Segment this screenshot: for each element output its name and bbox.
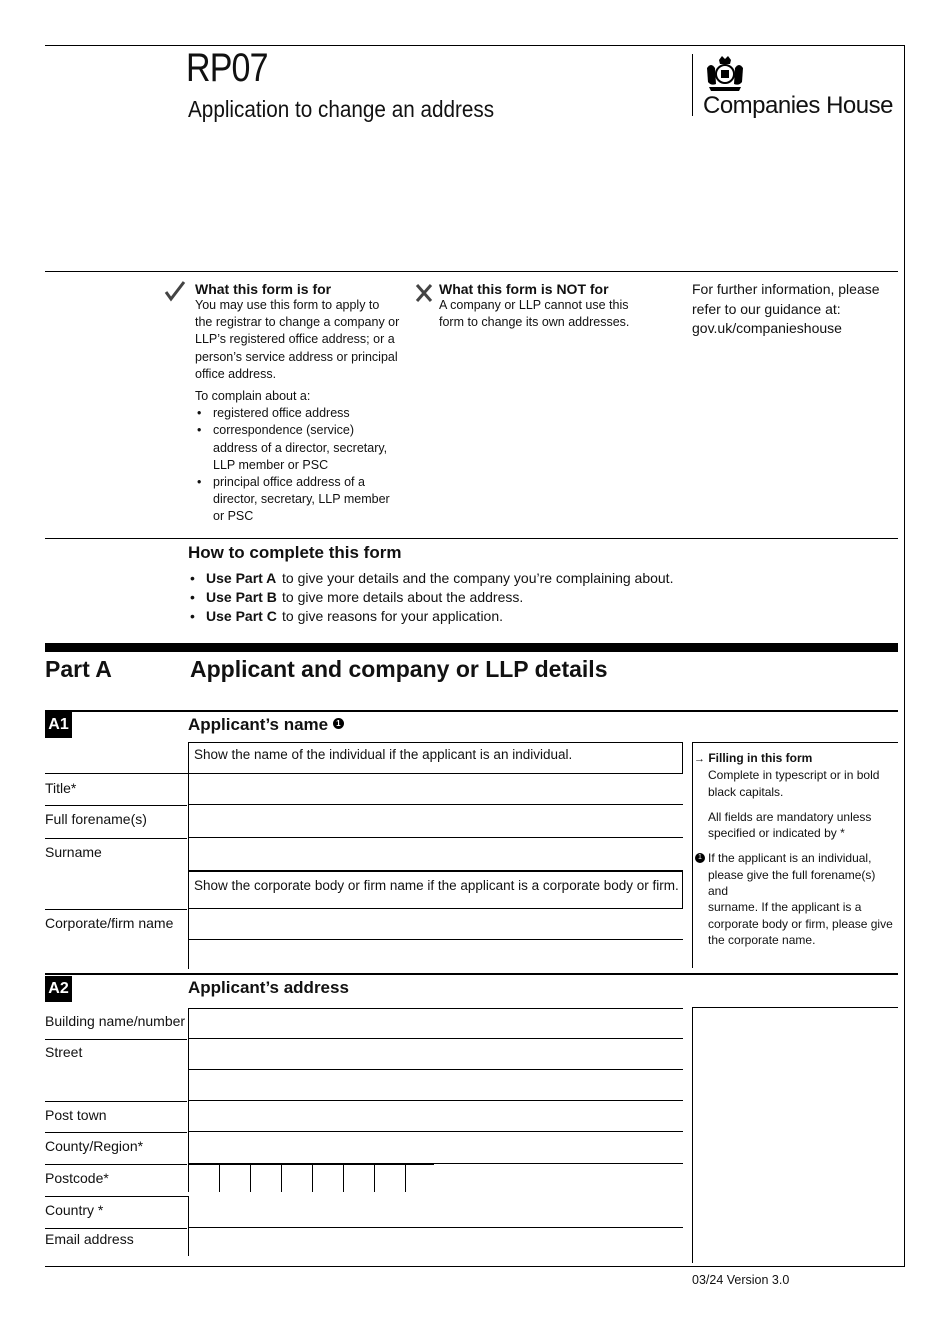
sidebar-a2-divider <box>692 1007 693 1263</box>
list-item <box>188 588 788 607</box>
postcode-field[interactable] <box>188 1164 434 1192</box>
title-field[interactable] <box>188 774 683 805</box>
check-icon <box>164 280 186 302</box>
street-field-line2[interactable] <box>188 1070 683 1101</box>
a1-title <box>188 715 344 735</box>
header-rule <box>45 271 898 272</box>
list-item <box>188 607 788 626</box>
forenames-label: Full forename(s) <box>45 811 147 827</box>
not-for-title: What this form is NOT for <box>439 281 609 297</box>
postcode-cell[interactable] <box>374 1164 405 1192</box>
part-text: to give reasons for your application. <box>282 608 504 624</box>
country-field[interactable] <box>188 1196 683 1228</box>
what-for-title: What this form is for <box>195 281 332 297</box>
sidebar-heading <box>694 750 894 767</box>
postcode-cell[interactable] <box>312 1164 343 1192</box>
list-item: • correspondence (service) address of a director, secretary, LLP member or PSC <box>195 422 400 474</box>
surname-label: Surname <box>45 844 102 860</box>
postcode-cell[interactable] <box>343 1164 374 1192</box>
row-rule <box>45 838 187 839</box>
top-border <box>45 45 905 46</box>
not-for-section <box>439 281 639 331</box>
arrow-icon: → <box>694 753 705 765</box>
version-label: 03/24 Version 3.0 <box>692 1273 790 1287</box>
a1-rule <box>45 710 898 712</box>
sidebar-a2-rule <box>692 1007 898 1008</box>
list-item: • registered office address <box>195 405 400 422</box>
part-text: to give your details and the company you’re complaining about. <box>282 570 674 586</box>
part-a-title: Applicant and company or LLP details <box>190 656 608 682</box>
a2-badge: A2 <box>45 976 72 1002</box>
postcode-cell[interactable] <box>219 1164 250 1192</box>
row-rule <box>45 805 187 806</box>
cross-icon <box>415 283 433 303</box>
a2-title: Applicant’s address <box>188 978 349 997</box>
info-icon: 1 <box>695 853 705 863</box>
row-rule <box>45 1039 187 1040</box>
logo-text: Companies House <box>703 92 893 119</box>
part-a-label: Part A <box>45 656 112 682</box>
county-field[interactable] <box>188 1132 683 1164</box>
title-label: Title* <box>45 780 77 796</box>
sidebar-title: Filling in this form <box>708 751 813 765</box>
note-individual: Show the name of the individual if the applicant is an individual. <box>188 742 683 774</box>
county-label: County/Region* <box>45 1138 144 1154</box>
building-label: Building name/number <box>45 1013 186 1029</box>
right-border <box>904 45 905 1266</box>
sidebar-notes <box>694 750 894 948</box>
corporate-field-line2[interactable] <box>188 940 683 969</box>
row-rule <box>45 1228 187 1229</box>
postcode-label: Postcode* <box>45 1170 109 1186</box>
country-label: Country * <box>45 1202 104 1218</box>
corporate-label: Corporate/firm name <box>45 915 174 931</box>
row-rule <box>45 909 187 910</box>
postcode-cell[interactable] <box>405 1164 434 1192</box>
sidebar-divider <box>692 742 693 968</box>
what-for-section <box>195 281 400 526</box>
forenames-field[interactable] <box>188 805 683 838</box>
post-town-field[interactable] <box>188 1101 683 1132</box>
how-to-list <box>188 569 788 626</box>
sidebar-info <box>694 850 894 948</box>
not-for-body: A company or LLP cannot use this form to change its own addresses. <box>439 298 630 330</box>
postcode-cell[interactable] <box>188 1164 219 1192</box>
email-label: Email address <box>45 1231 134 1247</box>
note-corporate: Show the corporate body or firm name if the applicant is a corporate body or firm. <box>188 871 683 909</box>
part-text: to give more details about the address. <box>282 589 524 605</box>
row-rule <box>45 1164 187 1165</box>
part-label: Use Part C <box>206 608 277 624</box>
sidebar-line1: Complete in typescript or in bold black capitals. <box>708 768 880 799</box>
part-label: Use Part A <box>206 570 277 586</box>
corporate-field[interactable] <box>188 909 683 940</box>
building-field[interactable] <box>188 1008 683 1039</box>
info-icon: 1 <box>333 718 344 729</box>
sidebar-line4: surname. If the applicant is a corporate body or firm, please give the corporate name. <box>708 900 893 947</box>
list-item: • principal office address of a director, secretary, LLP member or PSC <box>195 474 400 526</box>
email-field[interactable] <box>188 1228 683 1256</box>
postcode-cell[interactable] <box>250 1164 281 1192</box>
bottom-border <box>45 1266 905 1267</box>
complain-list <box>195 405 400 525</box>
street-label: Street <box>45 1044 83 1060</box>
postcode-cell[interactable] <box>281 1164 312 1192</box>
street-field[interactable] <box>188 1039 683 1070</box>
row-rule <box>45 1101 187 1102</box>
form-title: Application to change an address <box>188 96 495 122</box>
a2-rule <box>45 973 898 975</box>
complain-intro: To complain about a: <box>195 389 311 404</box>
info-rule <box>45 538 898 539</box>
post-town-label: Post town <box>45 1107 107 1123</box>
further-info: For further information, please refer to our guidance at: gov.uk/companieshouse <box>692 281 880 336</box>
part-a-rule <box>45 643 898 652</box>
royal-crest-icon <box>703 54 747 92</box>
sidebar-line2: All fields are mandatory unless specified or indicated by * <box>708 809 872 841</box>
how-to-title: How to complete this form <box>188 543 402 562</box>
logo-divider <box>692 54 693 116</box>
list-item <box>188 569 788 588</box>
sidebar-line3: If the applicant is an individual, please give the full forename(s) and <box>708 851 876 899</box>
form-code: RP07 <box>186 46 268 90</box>
a1-badge: A1 <box>45 712 72 738</box>
a1-title-text: Applicant’s name <box>188 715 329 734</box>
what-for-body: You may use this form to apply to the registrar to change a company or LLP’s registered office address; or a person’s service address or principal office address. <box>195 298 400 381</box>
how-to-section <box>188 543 788 626</box>
row-rule <box>45 1132 187 1133</box>
part-label: Use Part B <box>206 589 277 605</box>
surname-field[interactable] <box>188 838 683 871</box>
sidebar-top-rule <box>692 742 898 743</box>
